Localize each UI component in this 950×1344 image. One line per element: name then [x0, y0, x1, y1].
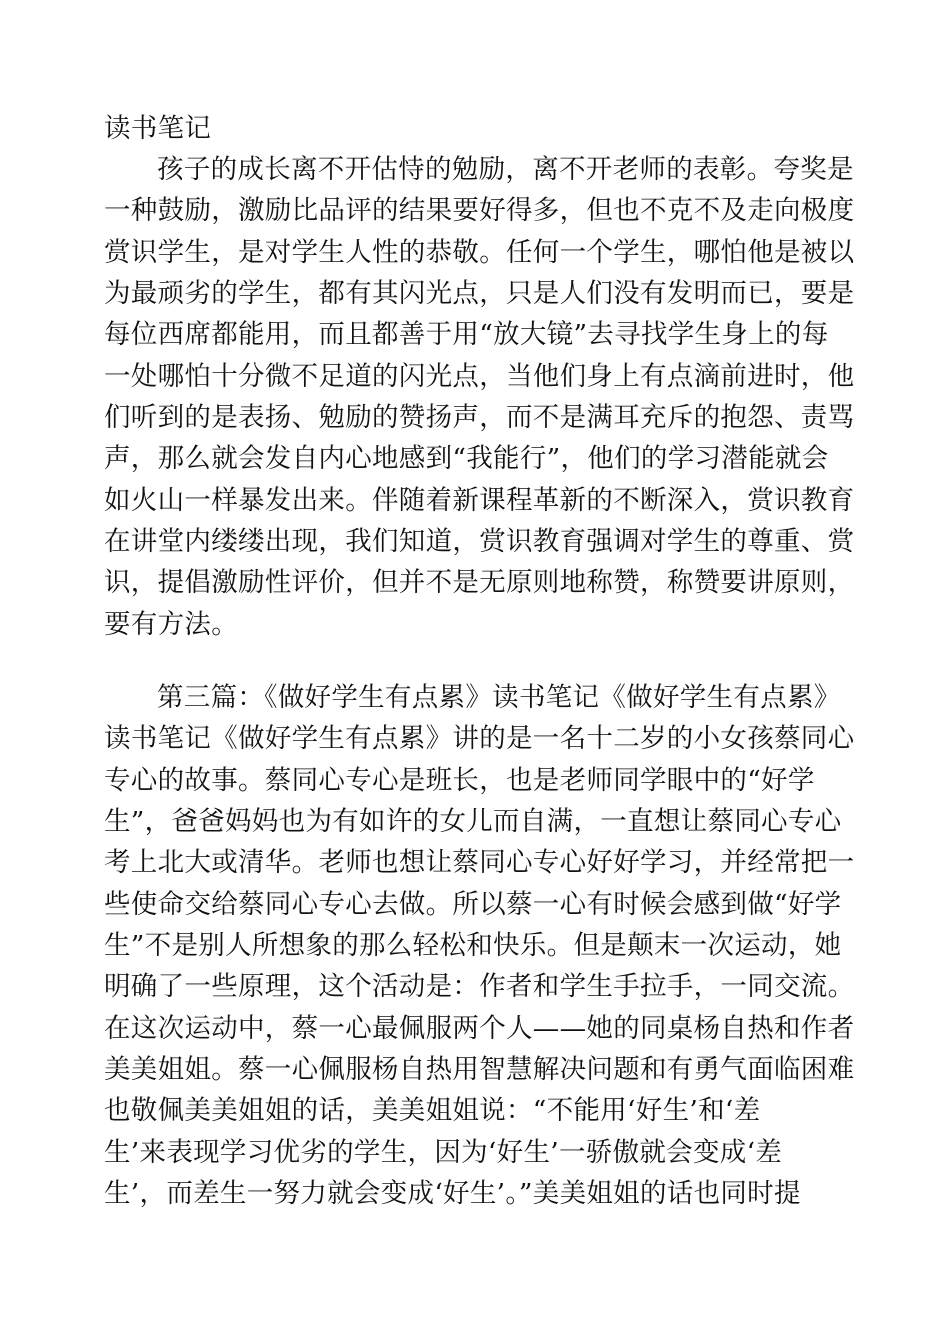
paragraph-2-line: 些使命交给蔡同心专心去做。所以蔡一心有时候会感到做“好学 — [104, 889, 842, 920]
paragraph-2-line: 明确了一些原理，这个活动是：作者和学生手拉手，一同交流。 — [104, 971, 855, 1002]
paragraph-1-line: 赏识学生，是对学生人性的恭敬。任何一个学生，哪怕他是被以 — [104, 237, 855, 268]
paragraph-1-line: 要有方法。 — [104, 609, 238, 640]
paragraph-2-line: 读书笔记《做好学生有点累》讲的是一名十二岁的小女孩蔡同心 — [104, 723, 855, 754]
paragraph-2-line: 生”，爸爸妈妈也为有如许的女儿而自满，一直想让蔡同心专心 — [104, 806, 842, 837]
paragraph-2-line: 在这次运动中，蔡一心最佩服两个人——她的同桌杨自热和作者 — [104, 1013, 855, 1044]
paragraph-1-line: 一处哪怕十分微不足道的闪光点，当他们身上有点滴前进时，他 — [104, 361, 855, 392]
paragraph-2-line: 生’来表现学习优劣的学生，因为‘好生’一骄傲就会变成‘差 — [104, 1137, 783, 1168]
paragraph-1-line: 识，提倡激励性评价，但并不是无原则地称赞，称赞要讲原则， — [104, 567, 855, 598]
paragraph-1-line: 每位西席都能用，而且都善于用“放大镜”去寻找学生身上的每 — [104, 319, 829, 350]
paragraph-1-line: 孩子的成长离不开估恃的勉励，离不开老师的表彰。夸奖是 — [157, 154, 854, 185]
paragraph-2-line: 考上北大或清华。老师也想让蔡同心专心好好学习，并经常把一 — [104, 847, 855, 878]
paragraph-2-line: 生’，而差生一努力就会变成‘好生’。”美美姐姐的话也同时提 — [104, 1178, 801, 1209]
paragraph-1-line: 们听到的是表扬、勉励的赞扬声，而不是满耳充斥的抱怨、责骂 — [104, 402, 855, 433]
paragraph-2-line: 也敬佩美美姐姐的话，美美姐姐说：“不能用‘好生’和‘差 — [104, 1095, 761, 1126]
paragraph-1-line: 如火山一样暴发出来。伴随着新课程革新的不断深入，赏识教育 — [104, 485, 855, 516]
paragraph-2-line: 专心的故事。蔡同心专心是班长，也是老师同学眼中的“好学 — [104, 765, 815, 796]
paragraph-1-line: 在讲堂内缕缕出现，我们知道，赏识教育强调对学生的尊重、赏 — [104, 526, 855, 557]
document-heading: 读书笔记 — [104, 113, 212, 144]
paragraph-2-line: 美美姐姐。蔡一心佩服杨自热用智慧解决问题和有勇气面临困难 — [104, 1054, 855, 1085]
paragraph-2-line: 第三篇：《做好学生有点累》读书笔记《做好学生有点累》 — [157, 682, 841, 713]
paragraph-1-line: 一种鼓励，激励比品评的结果要好得多，但也不克不及走向极度 — [104, 195, 855, 226]
paragraph-1-line: 为最顽劣的学生，都有其闪光点，只是人们没有发明而已，要是 — [104, 278, 855, 309]
paragraph-1-line: 声，那么就会发自内心地感到“我能行”，他们的学习潜能就会 — [104, 443, 829, 474]
paragraph-2-line: 生”不是别人所想象的那么轻松和快乐。但是颠末一次运动，她 — [104, 930, 842, 961]
